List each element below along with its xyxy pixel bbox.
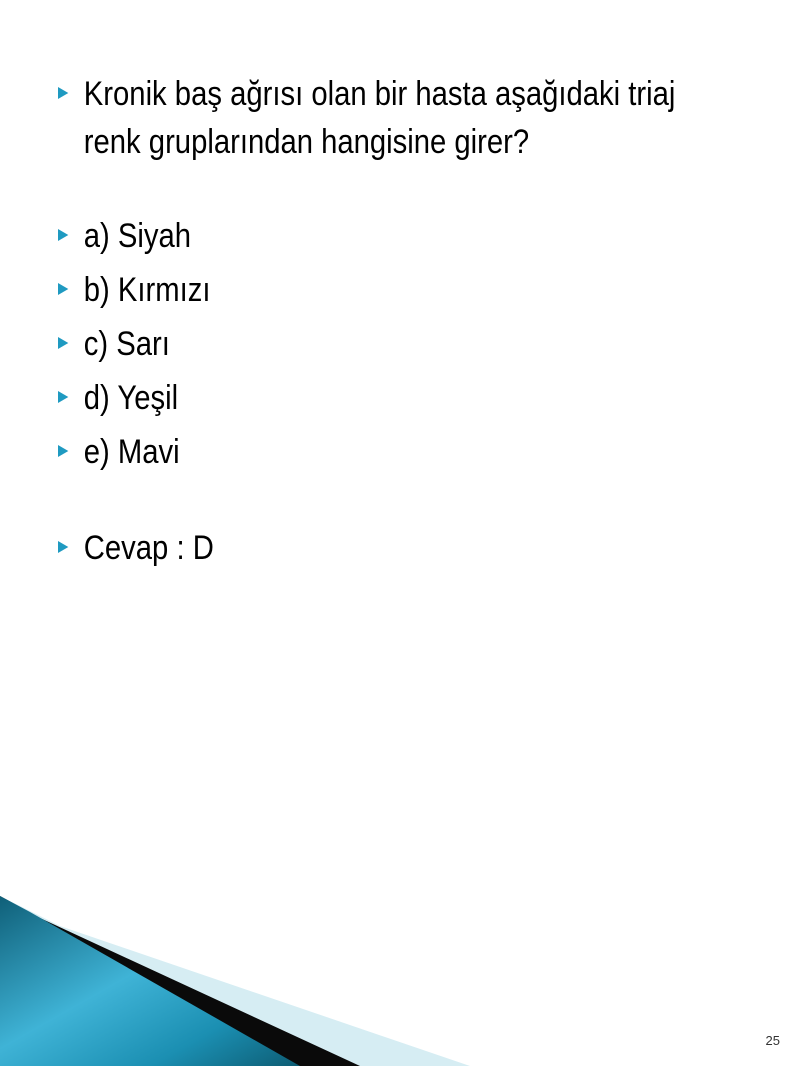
triangle-bullet-icon <box>58 541 68 553</box>
decorative-corner-swoosh <box>0 896 480 1066</box>
option-item <box>58 374 660 422</box>
option-item <box>58 428 660 476</box>
bullet-list <box>58 70 758 572</box>
option-item <box>58 266 660 314</box>
teal-swoosh-shape <box>0 896 300 1066</box>
question-text: Kronik baş ağrısı olan bir hasta aşağıdaki triaj renk gruplarından hangisine girer? <box>83 75 676 161</box>
answer-item <box>58 524 660 572</box>
option-item <box>58 320 660 368</box>
triangle-bullet-icon <box>58 229 68 241</box>
option-e-text: e) Mavi <box>83 433 180 471</box>
triangle-bullet-icon <box>58 337 68 349</box>
triangle-bullet-icon <box>58 87 68 99</box>
triangle-bullet-icon <box>58 445 68 457</box>
option-c-text: c) Sarı <box>83 325 170 363</box>
question-item <box>58 70 737 166</box>
triangle-bullet-icon <box>58 391 68 403</box>
option-b-text: b) Kırmızı <box>83 271 211 309</box>
option-d-text: d) Yeşil <box>83 379 179 417</box>
option-item <box>58 212 660 260</box>
option-a-text: a) Siyah <box>83 217 192 255</box>
page-number: 25 <box>765 1033 780 1048</box>
answer-text: Cevap : D <box>83 529 214 567</box>
triangle-bullet-icon <box>58 283 68 295</box>
